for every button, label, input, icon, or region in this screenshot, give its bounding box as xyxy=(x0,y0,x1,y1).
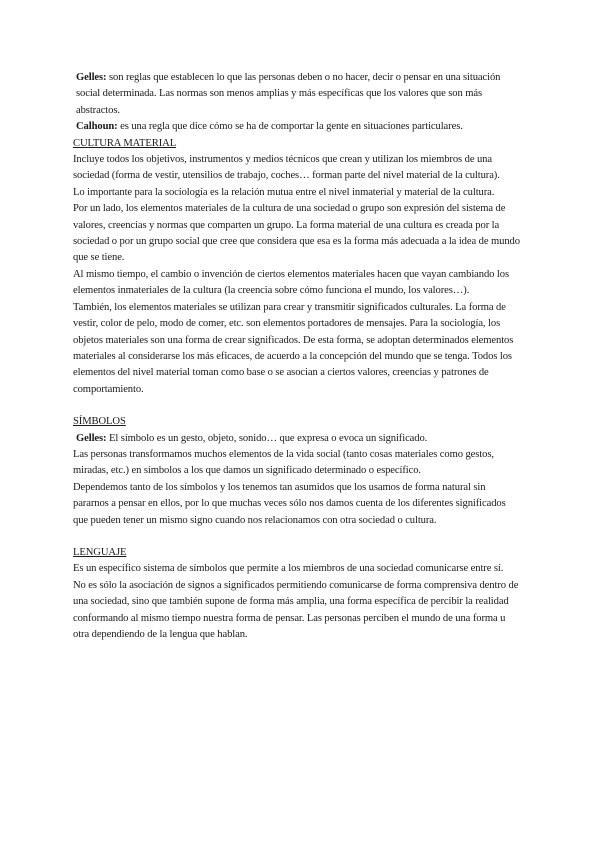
body-paragraph: Las personas transformamos muchos elementos de la vida social (tanto cosas materiales como gestos, miradas, etc.) en símbolos a los que damos un significado determinado o específico. xyxy=(73,448,494,477)
definition-paragraph xyxy=(73,70,523,119)
definition-term: Calhoun: xyxy=(76,121,118,133)
section-heading: SÍMBOLOS xyxy=(73,416,126,428)
definition-text: son reglas que establecen lo que las personas deben o no hacer, decir o pensar en una situación social determinada. Las normas son menos amplias y más específicas que los valores que son más abstractos. xyxy=(76,72,501,116)
paragraph-gap xyxy=(73,529,523,545)
body-paragraph: Al mismo tiempo, el cambio o invención de ciertos elementos materiales hacen que vayan cambiando los elementos inmateriales de la cultura (la creencia sobre cómo funciona el mundo, los valores…). xyxy=(73,268,509,297)
document-body xyxy=(73,70,523,643)
paragraph-gap xyxy=(73,398,523,414)
body-paragraph: No es sólo la asociación de signos a significados permitiendo comunicarse de forma comprensiva dentro de una sociedad, sino que también supone de forma más amplia, una forma específica de percibir la realidad conformando al mismo tiempo nuestra forma de pensar. Las personas perciben el mundo de una forma u otra dependiendo de la lengua que hablan. xyxy=(73,579,519,640)
definition-term: Gelles: xyxy=(76,432,107,444)
body-paragraph: Es un específico sistema de símbolos que permite a los miembros de una sociedad comunicarse entre sí. xyxy=(73,563,504,575)
section-heading: LENGUAJE xyxy=(73,546,127,558)
body-paragraph: También, los elementos materiales se utilizan para crear y transmitir significados culturales. La forma de vestir, color de pelo, modo de comer, etc. son elementos portadores de mensajes. Para la sociología, los objetos materiales son una forma de crear significados. De esta forma, se adoptan determinados elementos materiales al considerarse los más eficaces, de acuerdo a la concepción del mundo que se tenga. Todos los elementos del nivel material toman como base o se asocian a ciertos valores, creencias y patrones de comportamiento. xyxy=(73,301,514,395)
definition-text: es una regla que dice cómo se ha de comportar la gente en situaciones particulares. xyxy=(117,121,463,133)
body-paragraph: Por un lado, los elementos materiales de la cultura de una sociedad o grupo son expresión del sistema de valores, creencias y normas que comparten un grupo. La forma material de una cultura es creada por la sociedad o por un grupo social que cree que considera que esa es la forma más adecuada a la idea de mundo que se tiene. xyxy=(73,203,520,264)
body-paragraph: Lo importante para la sociología es la relación mutua entre el nivel inmaterial y material de la cultura. xyxy=(73,186,495,198)
definition-text: El símbolo es un gesto, objeto, sonido… que expresa o evoca un significado. xyxy=(106,432,428,444)
definition-paragraph xyxy=(73,119,523,135)
body-paragraph: Dependemos tanto de los símbolos y los tenemos tan asumidos que los usamos de forma natural sin pararnos a pensar en ellos, por lo que muchas veces sólo nos damos cuenta de los diferentes significados que pueden tener un mismo signo cuando nos relacionamos con otra sociedad o cultura. xyxy=(73,481,506,526)
definition-paragraph xyxy=(73,431,523,447)
section-heading: CULTURA MATERIAL xyxy=(73,137,177,149)
body-paragraph: Incluye todos los objetivos, instrumentos y medios técnicos que crean y utilizan los miembros de una sociedad (forma de vestir, utensilios de trabajo, coches… forman parte del nivel material de la cultura). xyxy=(73,154,500,182)
definition-term: Gelles: xyxy=(76,72,107,83)
